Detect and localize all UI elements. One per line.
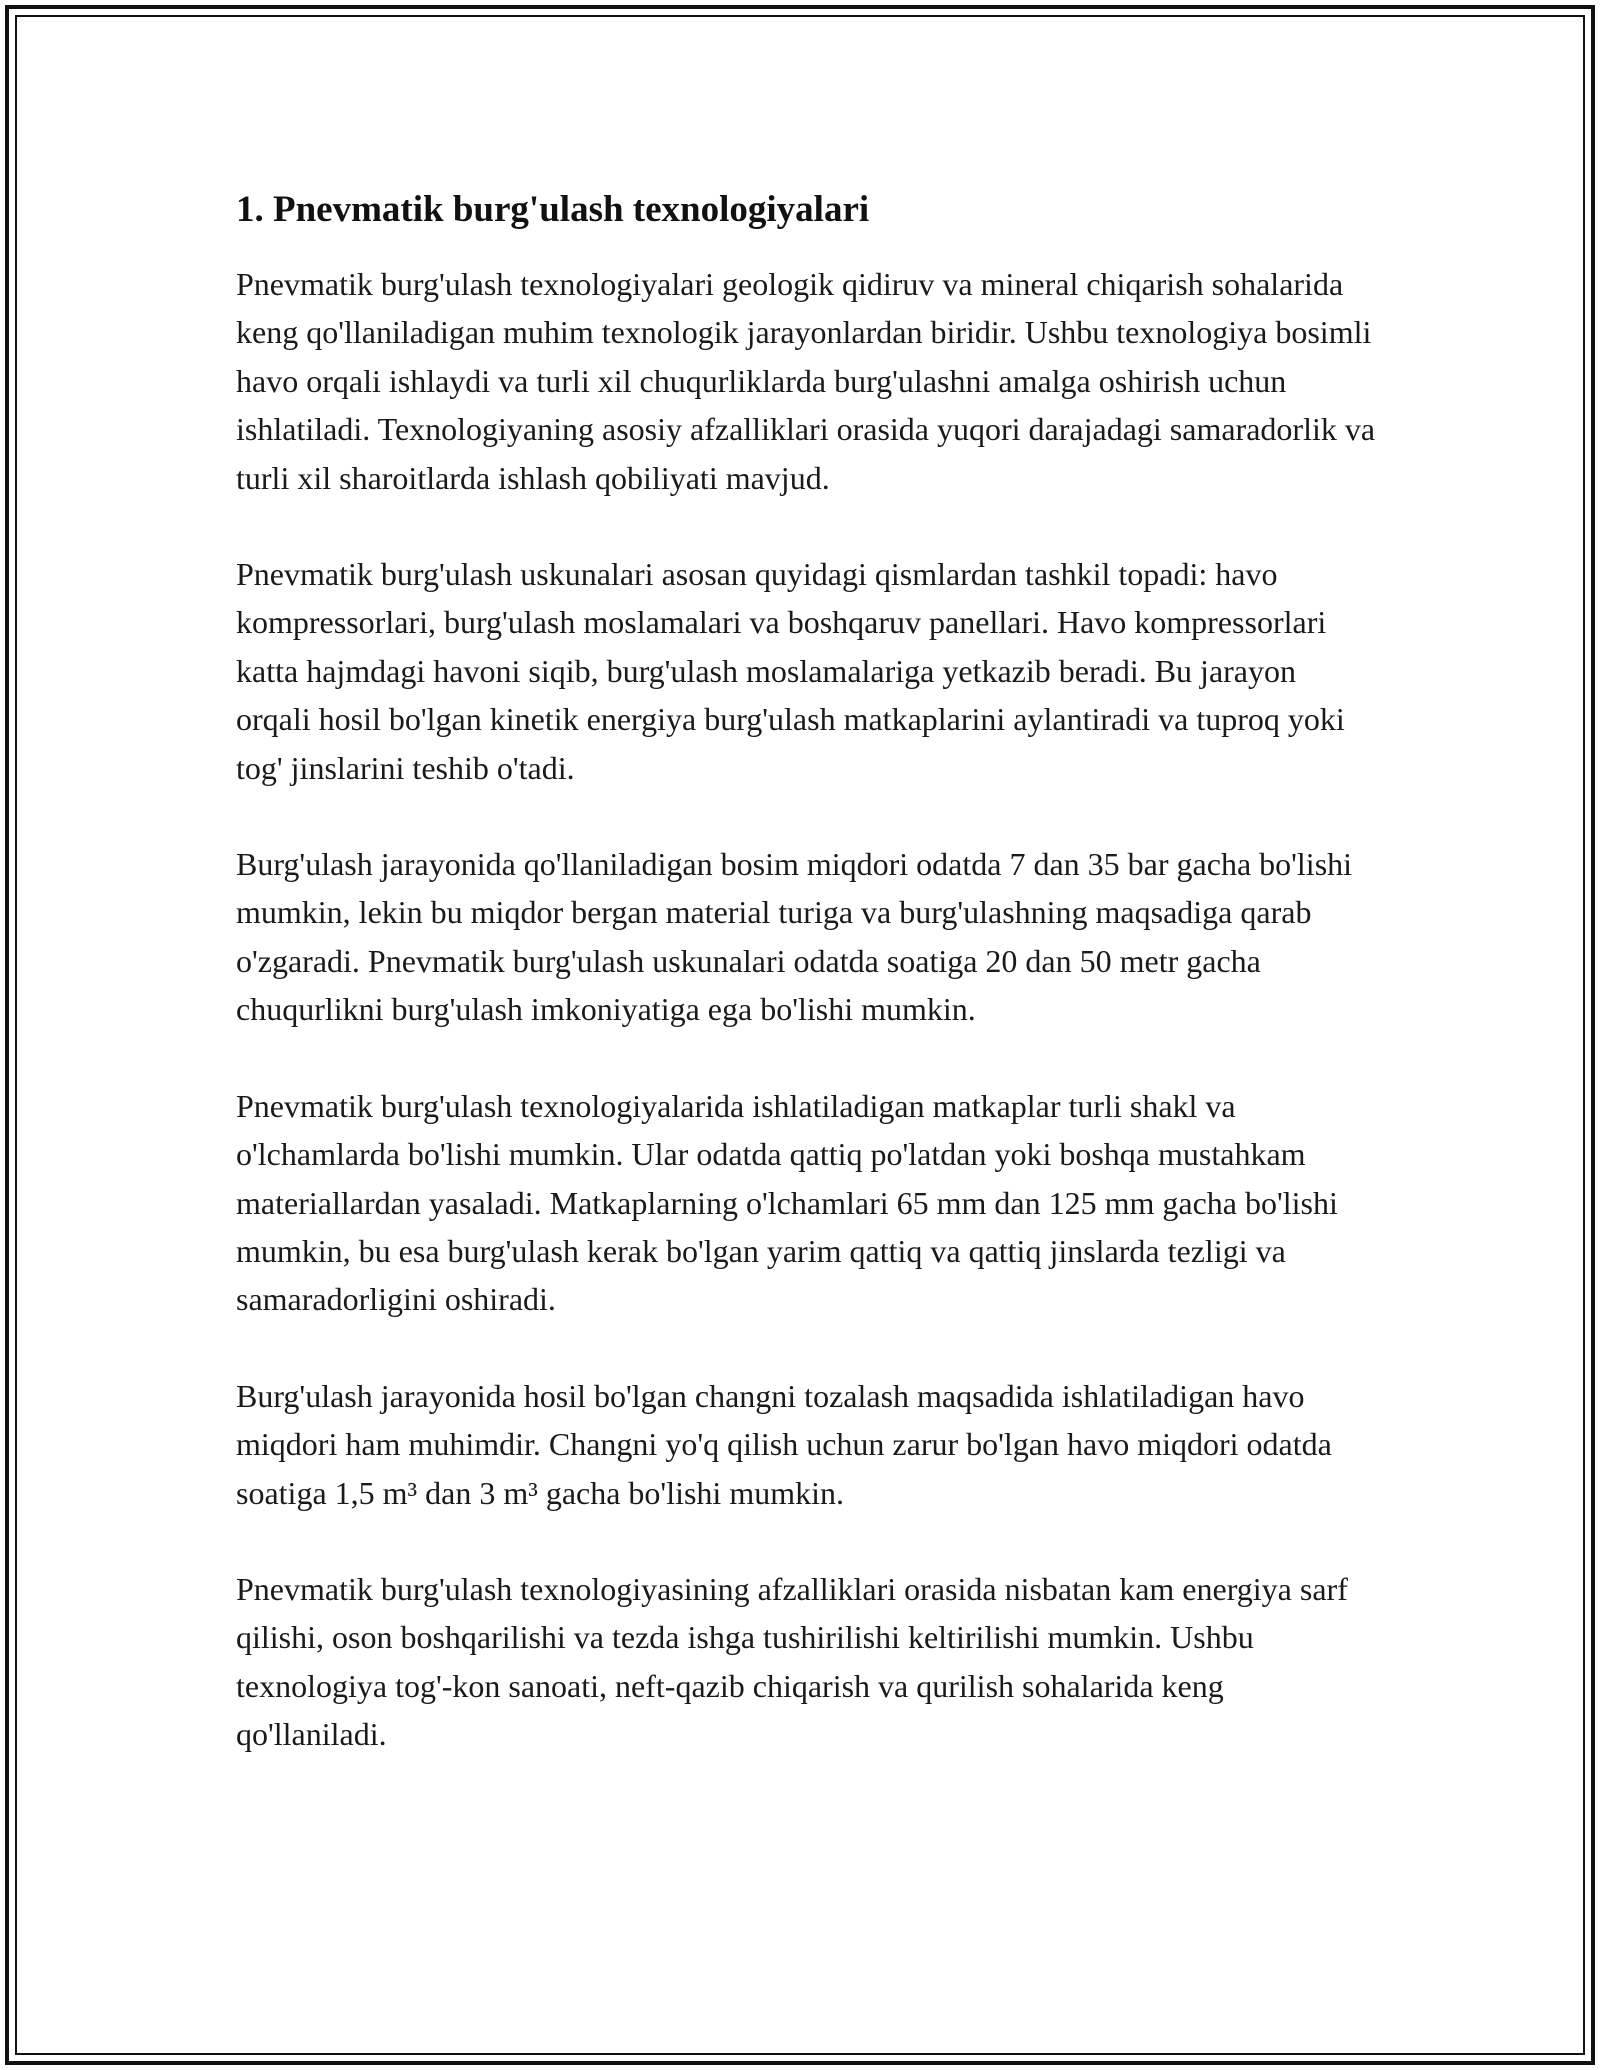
document-body bbox=[236, 185, 1376, 1807]
paragraph-drill-bits: Pnevmatik burg'ulash texnologiyalarida ishlatiladigan matkaplar turli shakl va o'lchamlarda bo'lishi mumkin. Ular odatda qattiq po'latdan yoki boshqa mustahkam materiallardan yasaladi. Matkaplarning o'lchamlari 65 mm dan 125 mm gacha bo'lishi mumkin, bu esa burg'ulash kerak bo'lgan yarim qattiq va qattiq jinslarda tezligi va samaradorligini oshiradi. bbox=[236, 1087, 1338, 1318]
paragraph-pressure: Burg'ulash jarayonida qo'llaniladigan bosim miqdori odatda 7 dan 35 bar gacha bo'lishi mumkin, lekin bu miqdor bergan material turiga va burg'ulashning maqsadiga qarab o'zgaradi. Pnevmatik burg'ulash uskunalari odatda soatiga 20 dan 50 metr gacha chuqurlikni burg'ulash imkoniyatiga ega bo'lishi mumkin. bbox=[236, 846, 1353, 1028]
paragraph-advantages: Pnevmatik burg'ulash texnologiyasining afzalliklari orasida nisbatan kam energiya sarf qilishi, oson boshqarilishi va tezda ishga tushirilishi keltirilishi mumkin. Ushbu texnologiya tog'-kon sanoati, neft-qazib chiqarish va qurilish sohalarida keng qo'llaniladi. bbox=[236, 1570, 1348, 1753]
paragraph-dust-removal: Burg'ulash jarayonida hosil bo'lgan changni tozalash maqsadida ishlatiladigan havo miqdori ham muhimdir. Changni yo'q qilish uchun zarur bo'lgan havo miqdori odatda soatiga 1,5 m³ dan 3 m³ gacha bo'lishi mumkin. bbox=[236, 1377, 1332, 1511]
paragraph-intro: Pnevmatik burg'ulash texnologiyalari geologik qidiruv va mineral chiqarish sohalarida keng qo'llaniladigan muhim texnologik jarayonlardan biridir. Ushbu texnologiya bosimli havo orqali ishlaydi va turli xil chuqurliklarda burg'ulashni amalga oshirish uchun ishlatiladi. Texnologiyaning asosiy afzalliklari orasida yuqori darajadagi samaradorlik va turli xil sharoitlarda ishlash qobiliyati mavjud. bbox=[236, 266, 1376, 496]
paragraph-equipment: Pnevmatik burg'ulash uskunalari asosan quyidagi qismlardan tashkil topadi: havo kompressorlari, burg'ulash moslamalari va boshqaruv panellari. Havo kompressorlari katta hajmdagi havoni siqib, burg'ulash moslamalariga yetkazib beradi. Bu jarayon orqali hosil bo'lgan kinetik energiya burg'ulash matkaplarini aylantiradi va tuproq yoki tog' jinslarini teshib o'tadi. bbox=[236, 556, 1345, 786]
section-title: 1. Pnevmatik burg'ulash texnologiyalari bbox=[236, 189, 870, 230]
